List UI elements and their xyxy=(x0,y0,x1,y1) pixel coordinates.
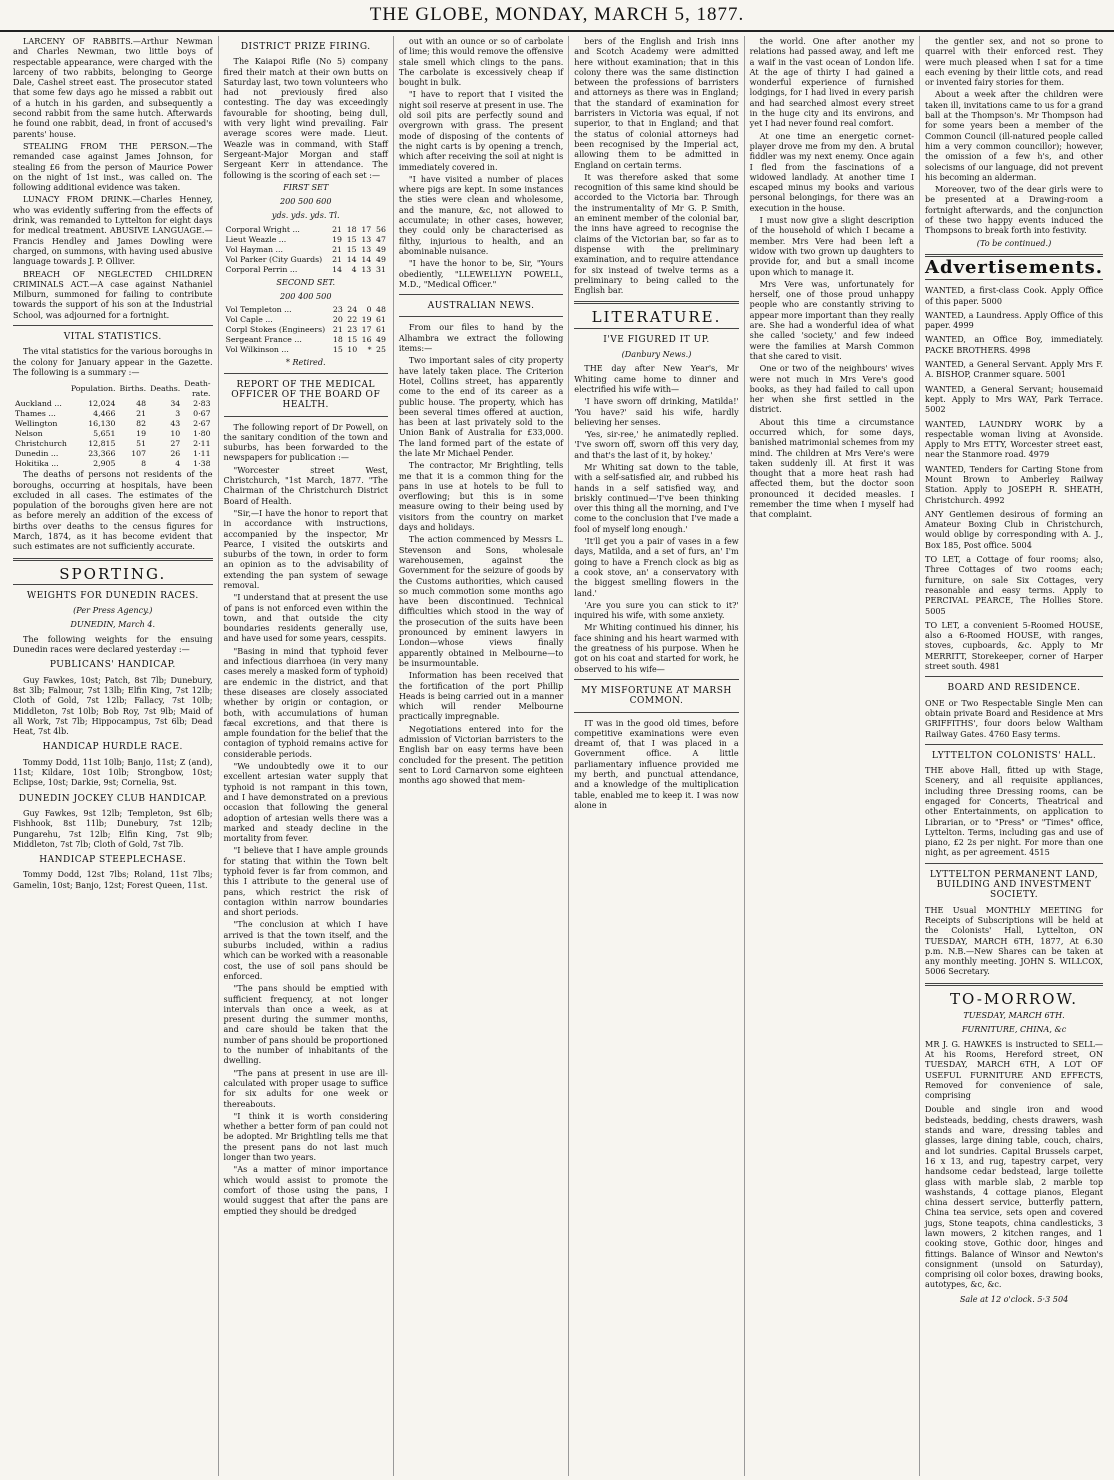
jockey-club-weights: Guy Fawkes, 9st 12lb; Templeton, 9st 6lb; Fishhook, 8st 11lb; Dunebury, 7st 12lb; Pungarehu, 7st 12lb; Elfin King, 7st 9lb; Middleton, 7st 7lb; Cloth of Gold, 7st 7lb. xyxy=(13,807,213,849)
australian-news-paragraph: The contractor, Mr Brightling, tells me that it is a common thing for the pans in use at hotels to be full to overflowing; but this is in some measure owing to their being used by visitors from the country on market days and holidays. xyxy=(398,460,564,533)
building-society-heading: LYTTELTON PERMANENT LAND, BUILDING AND INVESTMENT SOCIETY. xyxy=(929,869,1099,901)
table-row xyxy=(13,459,213,469)
table-cell: Christchurch xyxy=(15,439,67,449)
medical-paragraph: "I have to report that I visited the night soil reserve at present in use. The old soil pits are perfectly sound and overgrown with grass. The present mode of disposing of the contents of the night carts is by opening a trench, which after receiving the soil at night is immediately covered in. xyxy=(398,89,564,172)
table-cell: 61 xyxy=(376,315,386,325)
article-stealing-person: STEALING FROM THE PERSON.—The remanded case against James Johnson, for stealing £6 from the person of Maurice Power on the night of 1st inst., was called on. The following additional evidence was taken. xyxy=(13,140,213,193)
australian-news-paragraph: bers of the English and Irish inns and Scotch Academy were admitted here without examination; that in this colony there was the same distinction between the professions of barristers and attorneys as there was in England; that the standard of examination for barristers in Victoria was equal, if not superior, to that in England; and that the status of colonial attorneys had been recognised by the Imperial act, allowing them to be admitted in England on certain terms. xyxy=(574,36,739,170)
table-cell: 16 xyxy=(361,335,372,345)
misfortune-paragraph: Moreover, two of the dear girls were to be presented at a Drawing-room a fortnight afterwards, and the conjunction of these two happy events induced the Thompsons to break forth into festivity. xyxy=(925,184,1104,236)
table-cell: Vol Hayman ... xyxy=(225,244,283,254)
table-cell: 4 xyxy=(175,459,181,469)
misfortune-paragraph: One or two of the neighbours' wives were not much in Mrs Vere's good books, as they had failed to call upon her when she first settled in the district. xyxy=(749,363,915,415)
sale-time: Sale at 12 o'clock. 5·3 504 xyxy=(959,1293,1069,1304)
classified-ad xyxy=(925,464,1103,505)
ad-text: WANTED, LAUNDRY WORK by a respectable woman living at Avonside. Apply to Mrs ETTY, Worcester street east, near the Stanmore road. 4979 xyxy=(925,418,1104,460)
table-row xyxy=(13,399,213,409)
literature-heading: LITERATURE. xyxy=(591,308,722,327)
story-paragraph: 'I have sworn off drinking, Matilda!' 'You have?' said his wife, hardly believing her senses. xyxy=(574,396,739,427)
misfortune-paragraph: the world. One after another my relations had passed away, and left me a waif in the vast ocean of London life. At the age of thirty I had gained a wonderful experience of furnished lodgings, for I had lived in every parish and had searched almost every street in the huge city and its environs, and yet I had never found real comfort. xyxy=(749,36,915,129)
classified-ad xyxy=(925,620,1103,671)
ad-text: WANTED, a General Servant; housemaid kept. Apply to Mrs WAY, Park Terrace. 5002 xyxy=(925,383,1104,415)
medical-paragraph: out with an ounce or so of carbolate of lime; this would remove the offensive stale smell which clings to the pans. The carbolate is excessively cheap if bought in bulk. xyxy=(398,36,564,88)
ad-text: WANTED, a General Servant. Apply Mrs F. A. BISHOP, Cranmer square. 5001 xyxy=(925,359,1104,380)
table-cell: 49 xyxy=(376,254,386,264)
table-cell: Vol Templeton ... xyxy=(225,305,292,315)
australian-news-paragraph: Two important sales of city property have lately taken place. The Criterion Hotel, Collins street, has apparently come to the end of its career as a public house. The property, which has been several times offered at auction, has been at last privately sold to the Union Bank of Australia for £33,000. The land formed part of the estate of the late Mr Michael Pender. xyxy=(398,355,564,458)
medical-report-heading: REPORT OF THE MEDICAL OFFICER OF THE BOARD OF HEALTH. xyxy=(231,379,381,411)
divider xyxy=(925,983,1103,986)
misfortune-paragraph: the gentler sex, and not so prone to quarrel with their enforced rest. They were much pleased when I sat for a time each evening by their little cots, and read or invented fairy stories for them. xyxy=(925,36,1104,88)
story-paragraph: THE day after New Year's, Mr Whiting came home to dinner and electrified his wife with— xyxy=(574,363,739,394)
classified-ad xyxy=(925,419,1103,460)
australian-news-paragraph: It was therefore asked that some recognition of this same kind should be accorded to the Victoria bar. Through the instrumentality of Mr G. P. Smith, an eminent member of the colonial bar, the inns have agreed to recognise the claims of the Victorian bar, so far as to dispense with the preliminary examination, and to require attendance for six instead of twelve terms as a preliminary to being called to the English bar. xyxy=(574,171,739,296)
columns xyxy=(8,36,1108,1476)
medical-paragraph: "Sir,—I have the honor to report that in accordance with instructions, accompanied by the inspector, Mr Pearce, I visited the outskirts and suburbs of the town, in order to form an opinion as to the advisability of extending the pan system of sewage removal. xyxy=(223,507,388,590)
table-cell: 4 xyxy=(351,264,357,274)
advertisements-heading: Advertisements. xyxy=(925,256,1104,278)
misfortune-paragraph: IT was in the good old times, before competitive examinations were even dreamt of, that I was placed in a Government office. A little parliamentary influence provided me my berth, and punctual attendance, and a knowledge of the multiplication table, enabled me to keep it. I was now alone in xyxy=(574,717,739,810)
divider xyxy=(224,416,388,417)
australian-news-paragraph: Information has been received that the fortification of the port Phillip Heads is being carried out in a manner which will render Melbourne practically impregnable. xyxy=(398,670,564,722)
table-cell: 23 xyxy=(347,325,358,335)
table-cell: 15 xyxy=(346,244,357,254)
classified-ad xyxy=(925,310,1103,331)
table-cell: 1·38 xyxy=(193,459,211,469)
column-5 xyxy=(744,36,919,1476)
column-4 xyxy=(568,36,743,1476)
table-cell: 18 xyxy=(332,335,343,345)
table-row xyxy=(13,449,213,459)
table-row xyxy=(224,345,388,355)
column-6 xyxy=(919,36,1108,1476)
table-cell: 17 xyxy=(361,325,372,335)
divider xyxy=(574,712,738,713)
column-3 xyxy=(393,36,568,1476)
ad-text: TO LET, a convenient 5-Roomed HOUSE, also a 6-Roomed HOUSE, with ranges, stoves, cupboards, &c. Apply to Mr MERRITT, Storekeeper, corner of Harper street south. 4981 xyxy=(925,619,1104,672)
table-cell: 21 xyxy=(332,325,343,335)
column-1 xyxy=(8,36,218,1476)
ad-text: WANTED, an Office Boy, immediately. PACKE BROTHERS. 4998 xyxy=(925,334,1104,355)
medical-report-intro: The following report of Dr Powell, on the sanitary condition of the town and suburbs, has been forwarded to the newspapers for publication :— xyxy=(223,421,388,463)
second-set-label: SECOND SET. xyxy=(276,276,336,287)
table-cell: 18 xyxy=(346,224,357,234)
table-row xyxy=(224,235,388,245)
misfortune-paragraph: Mrs Vere was, unfortunately for herself, one of those proud unhappy people who are constantly striving to appear more important than they really are. She had a wonderful idea of what she called 'society,' and few indeed were the families at Marsh Common that she cared to visit. xyxy=(749,278,915,361)
table-cell: 15 xyxy=(347,335,358,345)
first-set-table xyxy=(224,225,388,275)
weights-heading: WEIGHTS FOR DUNEDIN RACES. xyxy=(26,590,199,601)
classified-ad xyxy=(925,285,1103,306)
medical-letter-header: "Worcester street West, Christchurch, "1st March, 1877. "The Chairman of the Christchurch District Board of Health. xyxy=(223,464,388,506)
table-cell: 47 xyxy=(376,234,386,244)
medical-paragraph: "I believe that I have ample grounds for stating that within the Town belt typhoid fever is far from common, and this I attribute to the general use of pans, which restrict the risk of contagion within narrow boundaries and short periods. xyxy=(223,845,388,918)
table-row xyxy=(224,225,388,235)
yards-header: yds. yds. yds. Tl. xyxy=(271,210,340,221)
weights-intro: The following weights for the ensuing Dunedin races were declared yesterday :— xyxy=(13,633,213,655)
medical-paragraph: "Basing in mind that typhoid fever and infectious diarrhoea (in very many cases merely a masked form of typhoid) are endemic in the district, and that these diseases are closely associated whether by origin or contagion, or both, with accumulations of human fæcal excretions, and that there is ample foundation for the belief that the contagion of typhoid remains active for considerable periods. xyxy=(223,645,388,759)
medical-paragraph: "We undoubtedly owe it to our excellent artesian water supply that typhoid is not rampant in this town, and I have demonstrated on a previous occasion that following the general adoption of artesian wells there was a marked and steady decline in the mortality from fever. xyxy=(223,761,388,844)
classified-ad xyxy=(925,359,1103,380)
ad-text: WANTED, a Laundress. Apply Office of this paper. 4999 xyxy=(925,309,1104,331)
divider xyxy=(399,316,563,317)
table-cell: 56 xyxy=(376,224,386,234)
ad-text: WANTED, Tenders for Carting Stone from Mount Brown to Amberley Railway Station. Apply to JOSEPH R. SHEATH, Christchurch. 4992 xyxy=(925,463,1104,505)
table-header: Death-rate. xyxy=(184,379,211,399)
divider xyxy=(925,279,1103,280)
yard-ranges: 200 500 600 xyxy=(279,196,332,207)
table-cell: 23,366 xyxy=(88,449,116,459)
table-row xyxy=(13,429,213,439)
article-neglected-children: BREACH OF NEGLECTED CHILDREN CRIMINALS ACT.—A case against Nathaniel Milburn, summoned for failing to contribute towards the support of his son at the Industrial School, was adjourned for a fortnight. xyxy=(13,268,213,320)
medical-paragraph: "As a matter of minor importance which would assist to promote the comfort of those using the pans, I would suggest that after the pans are emptied they should be dredged xyxy=(223,1164,388,1216)
colonists-hall-heading: LYTTELTON COLONISTS' HALL. xyxy=(931,750,1097,761)
table-cell: 19 xyxy=(136,429,147,439)
australian-news-paragraph: From our files to hand by the Alhambra we extract the following items:— xyxy=(398,322,564,354)
medical-paragraph: "The pans at present in use are ill-calculated with proper usage to suffice for six adults for one week or thereabouts. xyxy=(223,1067,388,1109)
table-cell: 13 xyxy=(361,234,372,244)
table-cell: 15 xyxy=(346,234,357,244)
table-cell: 14 xyxy=(346,254,357,264)
vital-statistics-heading: VITAL STATISTICS. xyxy=(63,332,162,343)
table-cell: 48 xyxy=(136,399,147,409)
divider xyxy=(13,325,213,326)
table-cell: 51 xyxy=(136,439,147,449)
table-cell: 2,905 xyxy=(93,459,116,469)
table-header-row xyxy=(13,379,213,399)
ad-text: TO LET, a Cottage of four rooms; also, Three Cottages of two rooms each; furniture, on sale Six Cottages, very reasonable and easy terms. Apply to PERCIVAL PEARCE, The Hollies Store. 5005 xyxy=(925,554,1104,616)
table-cell: 21 xyxy=(332,254,342,264)
table-cell: Nelson xyxy=(15,429,43,439)
table-row xyxy=(224,335,388,345)
table-cell: Dunedin ... xyxy=(15,449,59,459)
table-row xyxy=(224,325,388,335)
table-row xyxy=(224,265,388,275)
table-header: Population. xyxy=(70,384,116,394)
table-cell: 26 xyxy=(170,449,181,459)
misfortune-heading: MY MISFORTUNE AT MARSH COMMON. xyxy=(581,685,732,707)
table-header xyxy=(13,379,69,399)
story-source: (Danbury News.) xyxy=(621,349,692,360)
table-cell: 0 xyxy=(366,305,372,315)
table-row xyxy=(224,305,388,315)
medical-paragraph: "The conclusion at which I have arrived is that the town itself, and the suburbs included, within a radius which can be worked with a reasonable cost, the use of soil pans should be enforced. xyxy=(223,919,388,981)
table-row xyxy=(224,255,388,265)
auction-lots xyxy=(925,1104,1103,1289)
table-cell: 22 xyxy=(347,315,358,325)
medical-paragraph: "I understand that at present the use of pans is not enforced even within the town, and that outside the city boundaries residents generally use, and have used for some years, cesspits. xyxy=(223,592,388,644)
story-paragraph: 'Yes, sir-ree,' he animatedly replied. 'I've sworn off, sworn off this very day, and that's the last of it, by hokey.' xyxy=(574,429,739,460)
table-cell: 24 xyxy=(347,305,358,315)
table-row xyxy=(13,409,213,419)
table-cell: 61 xyxy=(376,325,386,335)
table-cell: Corporal Perrin ... xyxy=(225,264,298,274)
misfortune-paragraph: About a week after the children were taken ill, invitations came to us for a grand ball at the Thompson's. Mr Thompson had for some years been a member of the Common Council (ill-natured people called him a very common councillor); however, the omission of a few h's, and other solecisms of our language, did not prevent his becoming an alderman. xyxy=(925,89,1104,182)
vital-intro: The vital statistics for the various boroughs in the colony for January appear in the Gazette. The following is a summary :— xyxy=(13,346,213,377)
table-cell: Vol Parker (City Guards) xyxy=(225,254,323,264)
table-cell: 16,130 xyxy=(88,419,116,429)
classified-ad xyxy=(925,384,1103,415)
table-cell: Vol Wilkinson ... xyxy=(225,345,289,355)
divider xyxy=(925,863,1103,864)
table-cell: 4,466 xyxy=(93,409,116,419)
medical-paragraph: "I think it is worth considering whether a better form of pan could not be adopted. Mr Brightling tells me that the present pans do not last much longer than two years. xyxy=(223,1110,388,1163)
auction-category: FURNITURE, CHINA, &c xyxy=(961,1024,1067,1035)
medical-signature: "I have the honor to be, Sir, "Yours obediently, "LLEWELLYN POWELL, M.D., "Medical Officer." xyxy=(398,258,564,289)
table-cell: 2·67 xyxy=(193,419,211,429)
steeplechase-heading: HANDICAP STEEPLECHASE. xyxy=(39,855,187,866)
classified-ad xyxy=(925,698,1103,739)
press-agency-credit: (Per Press Agency.) xyxy=(73,605,153,616)
ad-text: THE Usual MONTHLY MEETING for Receipts of Subscriptions will be held at the Colonists' Hall, Lyttelton, ON TUESDAY, MARCH 6TH, 1877, At 6.30 p.m. N.B.—New Shares can be taken at any monthly meeting. JOHN S. WILLCOX, 5006 Secretary. xyxy=(925,904,1104,977)
divider xyxy=(574,679,738,680)
prize-firing-heading: DISTRICT PRIZE FIRING. xyxy=(240,42,371,52)
table-cell: 0·67 xyxy=(193,409,211,419)
table-cell: 15 xyxy=(332,345,343,355)
hurdle-race-heading: HANDICAP HURDLE RACE. xyxy=(42,742,183,753)
table-cell: Vol Caple ... xyxy=(225,315,273,325)
jockey-club-heading: DUNEDIN JOCKEY CLUB HANDICAP. xyxy=(18,793,207,804)
ad-text: ONE or Two Respectable Single Men can obtain private Board and Residence at Mrs GRIFFITHS', four doors below Waltham Railway Gates. 4760 Easy terms. xyxy=(925,697,1104,739)
table-cell: 5,651 xyxy=(93,429,116,439)
table-cell: 21 xyxy=(136,409,147,419)
table-cell: 1·11 xyxy=(193,449,211,459)
ad-text: THE above Hall, fitted up with Stage, Scenery, and all requisite appliances, including three Dressing rooms, can be engaged for Concerts, Theatrical and other Entertainments, on application to Librarian, or to "Press" or "Times" office, Lyttelton. Terms, including gas and use of piano, £2 2s per night. For more than one night, as per agreement. 4515 xyxy=(925,765,1104,858)
first-set-label: FIRST SET xyxy=(283,181,329,192)
table-cell: 19 xyxy=(361,315,372,325)
australian-news-paragraph: The action commenced by Messrs L. Stevenson and Sons, wholesale warehousemen, against the Government for the seizure of goods by the Customs authorities, which caused so much commotion some months ago have been discontinued. Technical difficulties which stood in the way of the prosecution of the suits have been pronounced by eminent lawyers in London—whose views finally apparently obtained in Melbourne—to be insurmountable. xyxy=(398,534,564,668)
publicans-handicap-heading: PUBLICANS' HANDICAP. xyxy=(49,660,176,671)
medical-paragraph: "The pans should be emptied with sufficient frequency, at not longer intervals than once a week, as at present during the summer months, and care should be taken that the number of pans should be proportioned to the number of inhabitants of the dwelling. xyxy=(223,983,388,1066)
table-cell: 107 xyxy=(131,449,147,459)
divider xyxy=(399,294,563,295)
article-larceny-rabbits: LARCENY OF RABBITS.—Arthur Newman and Charles Newman, two little boys of respectable appearance, were charged with the larceny of two rabbits, belonging to George Dale, Cashel street east. The prosecutor stated that some few days ago he missed a rabbit out of a hutch in his garden, and subsequently a second rabbit from the same hutch. Afterwards he found one rabbit, dead, in front of accused's parents' house. xyxy=(13,36,213,139)
table-cell: 20 xyxy=(332,315,343,325)
australian-news-heading: AUSTRALIAN NEWS. xyxy=(427,301,535,312)
misfortune-paragraph: At one time an energetic cornet-player drove me from my den. A brutal fiddler was my next enemy. Once again I fled from the fascinations of a widowed landlady. At another time I escaped minus my books and various personal belongings, for there was an execution in the house. xyxy=(749,130,915,213)
divider xyxy=(574,301,738,304)
table-cell: 49 xyxy=(376,335,386,345)
vital-notes: The deaths of persons not residents of the boroughs, occurring at hospitals, have been excluded in all cases. The estimates of the population of the boroughs given here are not as before merely an addition of the excess of births over deaths to the census figures for March, 1874, as it has become evident that such estimates are not sufficiently accurate. xyxy=(13,469,213,552)
table-cell: 2·83 xyxy=(193,399,211,409)
classified-ad xyxy=(925,554,1103,616)
prize-firing-intro: The Kaiapoi Rifle (No 5) company fired their match at their own butts on Saturday last, two town volunteers who had not previously fired also contesting. The day was exceedingly favourable for shooting, being dull, with very light wind prevailing. Fair average scores were made. Lieut. Weazle was in command, with Staff Sergeant-Major Morgan and staff Sergeant Kerr in attendance. The following is the scoring of each set :— xyxy=(223,56,388,180)
ad-text: ANY Gentlemen desirous of forming an Amateur Boxing Club in Christchurch, would oblige by corresponding with A. J., Box 185, Post office. 5004 xyxy=(925,508,1104,550)
table-cell: * xyxy=(367,345,372,355)
to-morrow-heading: TO-MORROW. xyxy=(950,989,1079,1008)
table-cell: 27 xyxy=(170,439,181,449)
table-cell: 13 xyxy=(361,264,372,274)
divider xyxy=(13,558,213,561)
table-cell: Lieut Weazle ... xyxy=(225,234,287,244)
vital-statistics-table xyxy=(13,379,213,469)
table-cell: 43 xyxy=(170,419,181,429)
table-cell: 10 xyxy=(170,429,181,439)
classified-ad xyxy=(925,334,1103,355)
divider xyxy=(13,584,213,585)
ad-text: Double and single iron and wood bedsteads, bedding, chests drawers, wash stands and ware, dressing tables and glasses, large dining table, couch, chairs, and lot sundries. Capital Brussels carpet, 16 x 13, and rug, tapestry carpet, very handsome cedar bedstead, large toilette glass with marble slab, 2 marble top washstands, 4 cottage pianos, Elegant china dessert service, butterfly pattern, China tea service, sets open and covered jugs, Stone teapots, china candlesticks, 3 lawn mowers, 2 kitchen ranges, and 1 cooking stove, Gothic door, hinges and fittings. Balance of Winsor and Newton's consignment (unsold on Saturday), comprising oil color boxes, drawing books, autotypes, &c, &c. xyxy=(925,1104,1104,1290)
table-row xyxy=(13,439,213,449)
table-cell: 21 xyxy=(332,224,342,234)
divider xyxy=(925,676,1103,677)
table-cell: 49 xyxy=(376,244,386,254)
story-paragraph: 'Are you sure you can stick to it?' inquired his wife, with some anxiety. xyxy=(574,599,739,621)
publicans-handicap-weights: Guy Fawkes, 10st; Patch, 8st 7lb; Dunebury, 8st 3lb; Falmour, 7st 13lb; Elfin King, 7st 12lb; Cloth of Gold, 7st 12lb; Fallacy, 7st 10lb; Middleton, 7st 10lb; Bob Roy, 7st 9lb; Maid of all Work, 7st 7lb; Hippocampus, 7st 6lb; Dead Heat, 7st 4lb. xyxy=(13,674,213,737)
masthead-title: THE GLOBE, MONDAY, MARCH 5, 1877. xyxy=(0,0,1114,32)
column-2 xyxy=(218,36,393,1476)
table-cell: 17 xyxy=(361,224,372,234)
misfortune-paragraph: About this time a circumstance occurred which, for some days, banished matrimonial schemes from my mind. The children at Mrs Vere's were taken suddenly ill. At first it was thought that a more heat rash had affected them, but the doctor soon pronounced it decided measles. I remember the time when I myself had that complaint. xyxy=(749,416,915,520)
auction-date: TUESDAY, MARCH 6TH. xyxy=(963,1010,1065,1021)
table-row xyxy=(13,419,213,429)
table-cell: Thames ... xyxy=(15,409,56,419)
dateline: DUNEDIN, March 4. xyxy=(70,619,156,630)
board-residence-heading: BOARD AND RESIDENCE. xyxy=(947,683,1081,694)
article-lunacy-drink: LUNACY FROM DRINK.—Charles Henney, who was evidently suffering from the effects of drink, was remanded to Lyttelton for eight days for medical treatment. ABUSIVE LANGUAGE.—Francis Hendley and James Dowling were charged, on summons, with having used abusive language towards J. P. Olliver. xyxy=(13,194,213,267)
table-row xyxy=(224,315,388,325)
table-cell: 34 xyxy=(170,399,181,409)
table-cell: Corpl Stokes (Engineers) xyxy=(225,325,326,335)
table-cell: 14 xyxy=(361,254,372,264)
table-cell: Hokitika ... xyxy=(15,459,59,469)
divider xyxy=(925,744,1103,745)
table-cell: 25 xyxy=(376,345,386,355)
auction-ad xyxy=(925,1039,1103,1101)
yard-ranges-2: 200 400 500 xyxy=(279,291,332,302)
table-cell: 12,815 xyxy=(88,439,116,449)
table-cell: Sergeant France ... xyxy=(225,335,302,345)
table-cell: Auckland ... xyxy=(15,399,62,409)
classified-ad xyxy=(925,765,1103,858)
table-cell: 48 xyxy=(376,305,386,315)
table-cell: 8 xyxy=(141,459,147,469)
australian-news-paragraph: Negotiations entered into for the admission of Victorian barristers to the English bar on easy terms have been concluded for the present. The petition sent to Lord Carnarvon some eighteen months ago showed that mem- xyxy=(398,723,564,786)
table-cell: 23 xyxy=(332,305,343,315)
classified-ad xyxy=(925,905,1103,977)
hurdle-race-weights: Tommy Dodd, 11st 10lb; Banjo, 11st; Z (and), 11st; Kildare, 10st 10lb; Strongbow, 10st; Eclipse, 10st; Darkie, 9st; Cornelia, 9st. xyxy=(13,756,213,788)
table-header: Deaths. xyxy=(150,384,181,394)
sporting-heading: SPORTING. xyxy=(59,564,167,583)
table-cell: 12,024 xyxy=(88,399,116,409)
table-cell: 1·80 xyxy=(193,429,211,439)
misfortune-paragraph: I must now give a slight description of the household of which I became a member. Mrs Vere had been left a widow with two grown up daughters to provide for, and but a small income upon which to manage it. xyxy=(749,215,915,277)
second-set-table xyxy=(224,305,388,355)
story-title: I'VE FIGURED IT UP. xyxy=(603,334,710,345)
table-row xyxy=(224,245,388,255)
story-paragraph: 'It'll get you a pair of vases in a few days, Matilda, and a set of furs, an' I'm going to have a French clock as big as a cook stove, an' a conservatory with the biggest smelling flowers in the land.' xyxy=(574,536,739,598)
story-paragraph: Mr Whiting continued his dinner, his face shining and his heart warmed with the greatness of his purpose. When he got on his coat and started for work, he observed to his wife— xyxy=(574,622,739,674)
table-cell: 14 xyxy=(332,264,342,274)
divider xyxy=(224,373,388,374)
to-be-continued: (To be continued.) xyxy=(976,237,1052,248)
table-cell: 10 xyxy=(347,345,358,355)
medical-paragraph: "I have visited a number of places where pigs are kept. In some instances the sties were clean and wholesome, and the manure, &c, not allowed to accumulate; in other cases, however, they could only be characterised as filthy, injurious to health, and an abominable nuisance. xyxy=(398,173,564,256)
table-cell: 19 xyxy=(332,234,342,244)
classified-ad xyxy=(925,509,1103,550)
ad-text: MR J. G. HAWKES is instructed to SELL— At his Rooms, Hereford street, ON TUESDAY, MARCH 6TH, A LOT OF USEFUL FURNITURE AND EFFECTS, Removed for convenience of sale, comprising xyxy=(925,1038,1104,1101)
divider xyxy=(574,328,738,329)
table-cell: Wellington xyxy=(15,419,58,429)
table-cell: 31 xyxy=(376,264,386,274)
table-cell: 2·11 xyxy=(193,439,211,449)
table-cell: 82 xyxy=(136,419,147,429)
steeplechase-weights: Tommy Dodd, 12st 7lbs; Roland, 11st 7lbs; Gamelin, 10st; Banjo, 12st; Forest Queen, 11st. xyxy=(13,869,213,890)
ad-text: WANTED, a first-class Cook. Apply Office of this paper. 5000 xyxy=(925,285,1104,306)
table-cell: 21 xyxy=(332,244,342,254)
table-cell: 13 xyxy=(361,244,372,254)
retired-note: * Retired. xyxy=(285,357,326,368)
table-cell: Corporal Wright ... xyxy=(225,224,300,234)
table-cell: 3 xyxy=(175,409,181,419)
table-header: Births. xyxy=(119,384,147,394)
story-paragraph: Mr Whiting sat down to the table, with a self-satisfied air, and rubbed his hands in a self satisfied way, and briskly continued—'I've been thinking over this thing all the morning, and I've come to the conclusion that I've made a fool of myself long enough.' xyxy=(574,461,739,534)
